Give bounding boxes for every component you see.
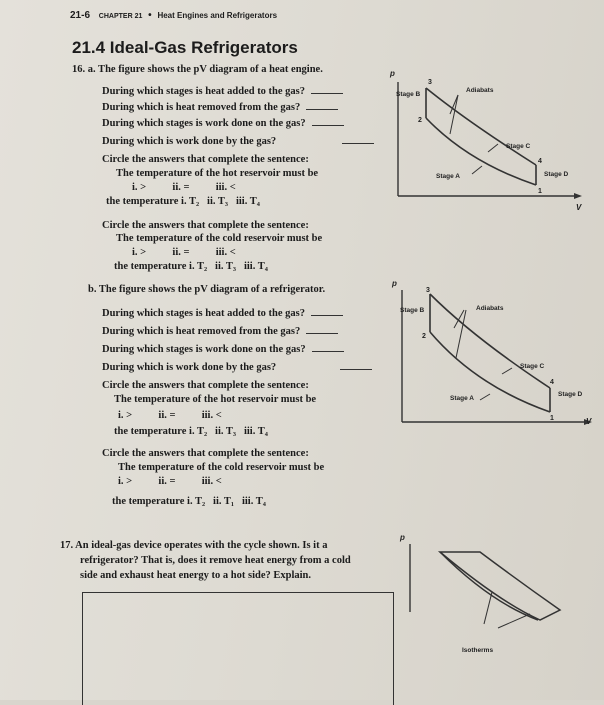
q16a-options-1: i. > ii. = iii. < [132,182,236,193]
q16b-options-1: i. > ii. = iii. < [118,410,222,421]
q16a-circle-1: Circle the answers that complete the sentence: [102,154,309,165]
q16b-line-heat-added: During which stages is heat added to the gas? [102,308,343,319]
q16a-line-heat-removed: During which is heat removed from the gas? [102,102,338,113]
answer-blank[interactable] [306,109,338,110]
q16a-line-work-by: During which is work done by the gas? [102,136,374,147]
isotherms-label: Isotherms [462,647,494,654]
page-number: 21-6 [70,10,91,21]
p-axis-label: p [392,279,397,288]
state-2: 2 [418,117,422,124]
stage-c-label: Stage C [506,143,531,150]
pv-diagram-refrigerator [390,278,600,428]
v-axis-label: V [576,203,582,212]
answer-blank[interactable] [312,351,344,352]
chapter-label: CHAPTER 21 [98,13,143,20]
q16a-temps-1: the temperature i. T₂ ii. T₃ iii. T₄ [106,196,260,207]
adiabats-label: Adiabats [466,87,494,94]
q16a-temps-2: the temperature i. T₂ ii. T₃ iii. T₄ [114,261,268,272]
q16b-circle-2: Circle the answers that complete the sentence: [102,448,309,459]
stage-a-label: Stage A [436,173,460,180]
q16a-circle-2: Circle the answers that complete the sentence: [102,220,309,231]
q17-line-1: 17. An ideal-gas device operates with the cycle shown. Is it a [60,540,328,551]
q16b-hot-reservoir: The temperature of the hot reservoir must be [114,394,317,405]
page-header [70,10,277,21]
stage-c-label: Stage C [520,363,545,370]
chapter-title: Heat Engines and Refrigerators [157,11,278,20]
answer-blank[interactable] [342,143,374,144]
state-4: 4 [538,158,542,165]
q16b-temps-1: the temperature i. T₂ ii. T₃ iii. T₄ [114,426,268,437]
answer-blank[interactable] [340,369,372,370]
adiabats-label: Adiabats [476,305,504,312]
answer-blank[interactable] [311,93,343,94]
answer-blank[interactable] [306,333,338,334]
answer-blank[interactable] [312,125,344,126]
q16b-line-heat-removed: During which is heat removed from the gas? [102,326,338,337]
stage-b-label: Stage B [396,91,421,98]
stage-a-label: Stage A [450,395,474,402]
stage-b-label: Stage B [400,307,425,314]
state-3: 3 [428,79,432,86]
q16b-line-work-on: During which stages is work done on the gas? [102,344,344,355]
q16a-line-work-on: During which stages is work done on the gas? [102,118,344,129]
state-2: 2 [422,333,426,340]
answer-blank[interactable] [311,315,343,316]
p-axis-label: p [400,533,405,542]
v-axis-label: V [586,417,592,426]
q16a-line-heat-added: During which stages is heat added to the gas? [102,86,343,97]
q17-answer-box[interactable] [82,592,394,705]
q16b-circle-1: Circle the answers that complete the sentence: [102,380,309,391]
q16a-hot-reservoir: The temperature of the hot reservoir must be [116,168,319,179]
state-1: 1 [550,415,554,422]
state-4: 4 [550,379,554,386]
q16b-options-2: i. > ii. = iii. < [118,476,222,487]
q16b-line-work-by: During which is work done by the gas? [102,362,372,373]
q16a-cold-reservoir: The temperature of the cold reservoir must be [116,233,323,244]
q17-line-3: side and exhaust heat energy to a hot side? Explain. [80,570,312,581]
section-title: 21.4 Ideal-Gas Refrigerators [72,38,298,57]
q16a-options-2: i. > ii. = iii. < [132,247,236,258]
q16a-intro: 16. a. The figure shows the pV diagram of a heat engine. [72,64,323,75]
stage-d-label: Stage D [544,171,569,178]
pv-diagram-engine [388,62,588,212]
q16b-intro: b. The figure shows the pV diagram of a refrigerator. [88,284,326,295]
pv-diagram-q17 [400,532,590,662]
header-separator: • [148,10,152,21]
p-axis-label: p [390,69,395,78]
state-1: 1 [538,188,542,195]
q16b-temps-2: the temperature i. T₂ ii. T₁ iii. T₄ [112,496,266,507]
stage-d-label: Stage D [558,391,583,398]
state-3: 3 [426,287,430,294]
q16b-cold-reservoir: The temperature of the cold reservoir must be [118,462,325,473]
q17-line-2: refrigerator? That is, does it remove heat energy from a cold [80,555,351,566]
